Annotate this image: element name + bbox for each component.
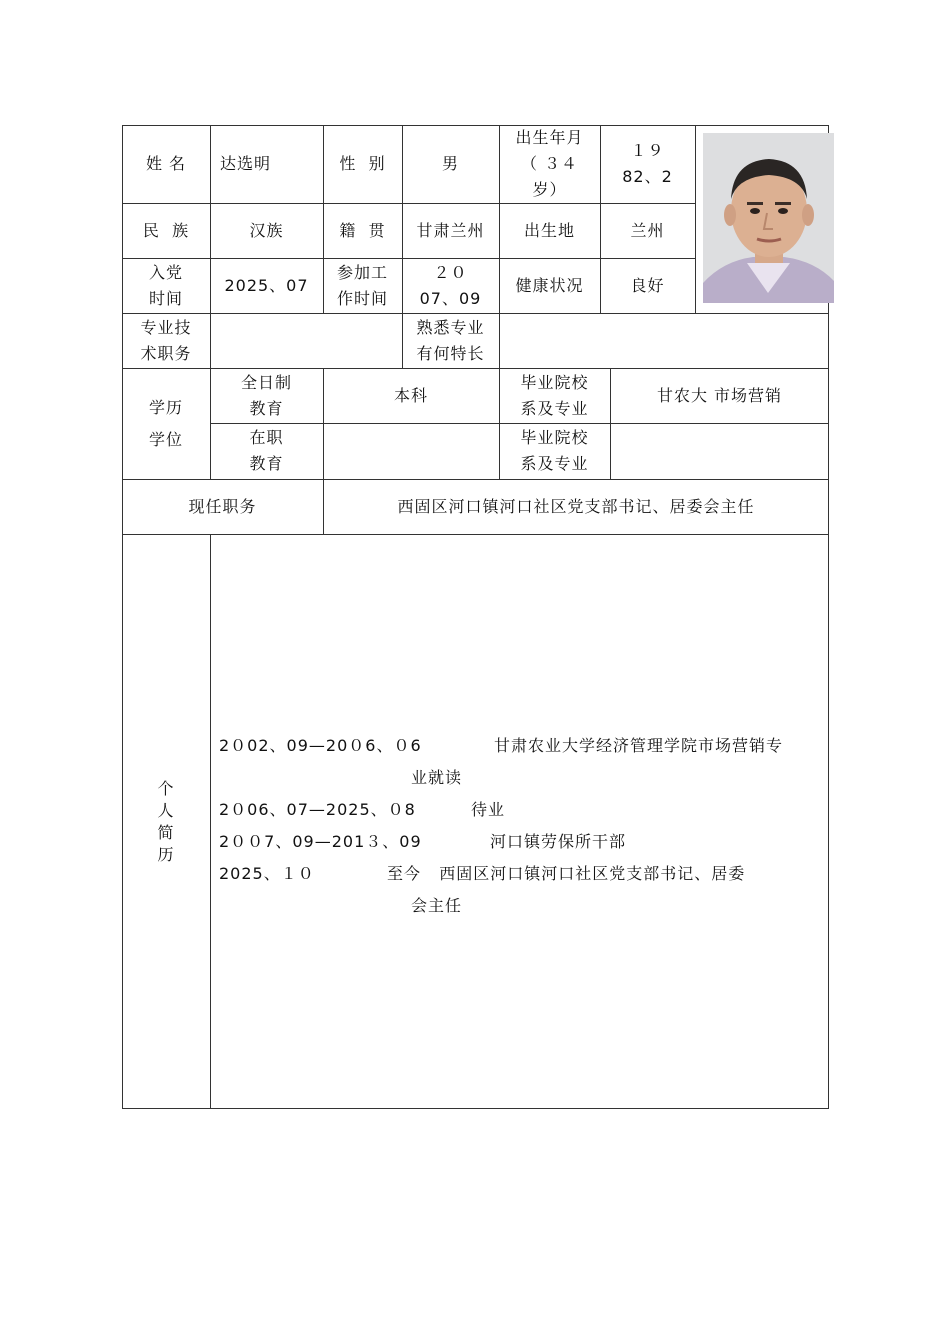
name-label: 姓 名 <box>145 154 187 173</box>
resume-label: 个 人 简 历 <box>157 778 175 864</box>
resume-date: 2025、１０ <box>219 864 315 883</box>
gender-value: 男 <box>441 154 459 173</box>
specialty-value <box>499 313 829 368</box>
health-label: 健康状况 <box>515 275 584 295</box>
fulltime-education-label: 全日制 教育 <box>240 372 292 418</box>
fulltime-school-label: 毕业院校 系及专业 <box>520 372 589 418</box>
fulltime-education-value: 本科 <box>393 385 428 405</box>
birthplace-label: 出生地 <box>523 220 575 240</box>
current-position-value: 西固区河口镇河口社区党支部书记、居委会主任 <box>397 496 755 516</box>
gender-label: 性 别 <box>339 154 386 173</box>
person-portrait-photo <box>703 133 834 303</box>
resume-description: 待业 <box>471 800 506 819</box>
resume-date: 2０06、07—2025、０8 <box>219 800 416 819</box>
tech-title-value <box>210 313 402 368</box>
party-join-value: 2025、07 <box>224 275 309 295</box>
resume-list <box>219 730 824 922</box>
birthplace-value: 兰州 <box>630 220 665 240</box>
inservice-school-value <box>610 423 829 479</box>
inservice-school-label: 毕业院校 系及专业 <box>520 428 589 473</box>
education-label: 学历 学位 <box>148 397 183 449</box>
work-start-value: ２０ 07、09 <box>419 262 482 308</box>
resume-entry <box>219 794 824 826</box>
tech-title-label: 专业技 术职务 <box>140 317 192 363</box>
resume-date: 2００7、09—201３、09 <box>219 832 422 851</box>
name-value: 达选明 <box>220 154 272 173</box>
resume-entry <box>219 826 824 858</box>
resume-entry <box>219 858 824 922</box>
current-position-label: 现任职务 <box>188 496 257 516</box>
resume-description: 河口镇劳保所干部 <box>490 832 627 851</box>
portrait-image <box>703 133 834 303</box>
ethnic-label: 民 族 <box>142 220 190 240</box>
native-place-value: 甘肃兰州 <box>416 220 485 240</box>
resume-continuation: 会主任 <box>411 896 463 915</box>
fulltime-school-value: 甘农大 市场营销 <box>656 385 783 405</box>
birth-value: １９ 82、2 <box>622 141 673 186</box>
resume-entry <box>219 730 824 794</box>
resume-date: 2０02、09—20０6、０6 <box>219 736 422 755</box>
ethnic-value: 汉族 <box>249 220 284 240</box>
inservice-education-value <box>323 423 499 479</box>
resume-description: 甘肃农业大学经济管理学院市场营销专 <box>494 736 784 755</box>
health-value: 良好 <box>630 275 665 295</box>
inservice-education-label: 在职 教育 <box>249 428 284 473</box>
party-join-label: 入党 时间 <box>148 262 183 308</box>
work-start-label: 参加工 作时间 <box>336 262 388 308</box>
resume-continuation: 业就读 <box>411 768 463 787</box>
resume-description: 至今 西固区河口镇河口社区党支部书记、居委 <box>387 864 746 883</box>
specialty-label: 熟悉专业 有何特长 <box>416 317 485 363</box>
birth-label: 出生年月 （ ３４ 岁） <box>515 128 584 199</box>
native-place-label: 籍 贯 <box>339 220 386 240</box>
